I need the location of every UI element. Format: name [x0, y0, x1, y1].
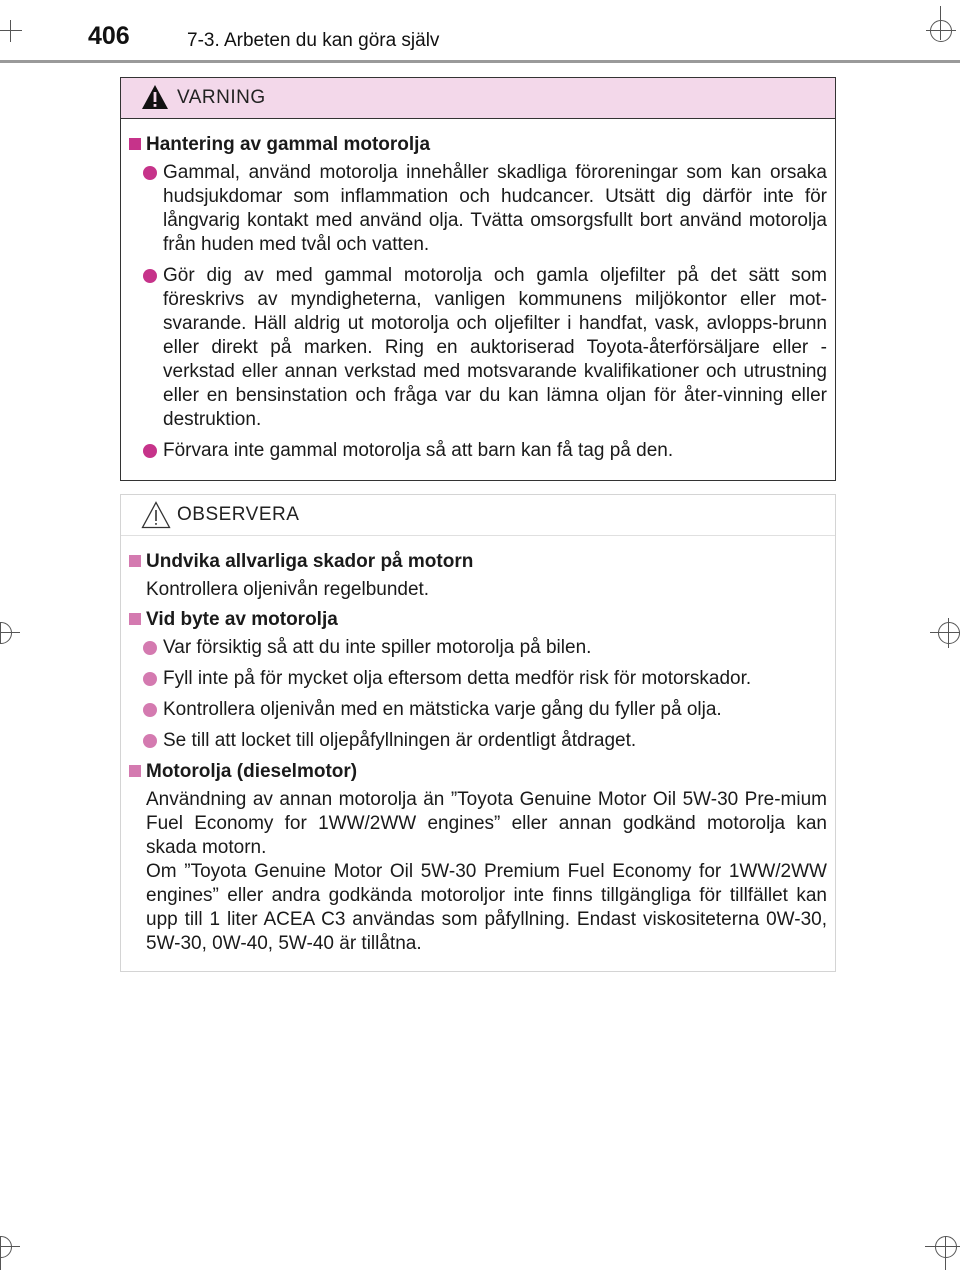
list-item [143, 264, 827, 432]
notice-subheading [129, 760, 827, 784]
list-item-text: Var försiktig så att du inte spiller motorolja på bilen. [163, 637, 592, 658]
list-item-text: Kontrollera oljenivån med en mätsticka varje gång du fyller på olja. [163, 699, 722, 720]
warning-subheading [129, 133, 827, 157]
section-title: 7-3. Arbeten du kan göra själv [187, 30, 440, 51]
warning-subheading-text: Hantering av gammal motorolja [146, 134, 431, 155]
bullet-dot-icon [143, 734, 157, 748]
square-bullet-icon [129, 613, 141, 625]
notice-subheading [129, 608, 827, 632]
notice-box-body [121, 536, 835, 956]
list-item [143, 439, 827, 463]
list-item [143, 161, 827, 257]
paragraph: Om ”Toyota Genuine Motor Oil 5W-30 Premium Fuel Economy for 1WW/2WW engines” eller andra godkända motoroljor inte finns tillgängliga för tillfället kan upp till 1 liter ACEA C3 användas som påfyllning. Endast viskositeterna 0W-30, 5W-30, 0W-40, 5W-40 är tillåtna. [146, 861, 827, 954]
square-bullet-icon [129, 138, 141, 150]
notice-box-header [121, 495, 835, 536]
notice-subheading-text: Undvika allvarliga skador på motorn [146, 551, 474, 572]
list-item [143, 698, 827, 722]
notice-subheading [129, 550, 827, 574]
list-item [143, 667, 827, 691]
list-item-text: Fyll inte på för mycket olja eftersom detta medför risk för motorskador. [163, 668, 752, 689]
square-bullet-icon [129, 765, 141, 777]
paragraph: Användning av annan motorolja än ”Toyota Genuine Motor Oil 5W-30 Pre-mium Fuel Economy for 1WW/2WW engines” eller annan godkänd motorolja kan skada motorn. [146, 789, 827, 858]
list-item-text: Gammal, använd motorolja innehåller skadliga föroreningar som kan orsaka hudsjukdomar som inflammation och hudcancer. Utsätt dig därför inte för långvarig kontakt med använd olja. Tvätta omsorgsfullt bort använd motorolja från huden med tvål och vatten. [163, 162, 827, 255]
caution-triangle-icon [141, 501, 171, 529]
list-item [143, 636, 827, 660]
list-item-text: Gör dig av med gammal motorolja och gamla oljefilter på det sätt som föreskrivs av myndigheterna, vanligen kommunens miljökontor eller mot-svarande. Häll aldrig ut motorolja och oljefilter i handfat, vask, avlopps-brunn eller direkt på marken. Ring en auktoriserad Toyota-återförsäljare eller -verkstad eller annan verkstad med motsvarande kvalifikationer och utrustning eller en bensinstation och fråga var du kan lämna oljan för åter-vinning eller destruktion. [163, 265, 827, 430]
bullet-dot-icon [143, 641, 157, 655]
notice-subheading-text: Vid byte av motorolja [146, 609, 338, 630]
warning-box-header [121, 78, 835, 119]
bullet-dot-icon [143, 703, 157, 717]
list-item [143, 729, 827, 753]
warning-box-body [121, 119, 835, 463]
warning-box [120, 77, 836, 481]
page-header [0, 0, 960, 62]
paragraph: Kontrollera oljenivån regelbundet. [146, 579, 430, 600]
warning-label: VARNING [177, 87, 266, 108]
notice-box [120, 494, 836, 972]
list-item-text: Se till att locket till oljepåfyllningen är ordentligt åtdraget. [163, 730, 637, 751]
warning-triangle-icon [141, 84, 169, 110]
square-bullet-icon [129, 555, 141, 567]
notice-label: OBSERVERA [177, 504, 300, 525]
bullet-dot-icon [143, 166, 157, 180]
bullet-dot-icon [143, 269, 157, 283]
bullet-dot-icon [143, 672, 157, 686]
page-number: 406 [88, 22, 130, 50]
header-rule [0, 60, 960, 63]
bullet-dot-icon [143, 444, 157, 458]
list-item-text: Förvara inte gammal motorolja så att barn kan få tag på den. [163, 440, 674, 461]
notice-subheading-text: Motorolja (dieselmotor) [146, 761, 358, 782]
